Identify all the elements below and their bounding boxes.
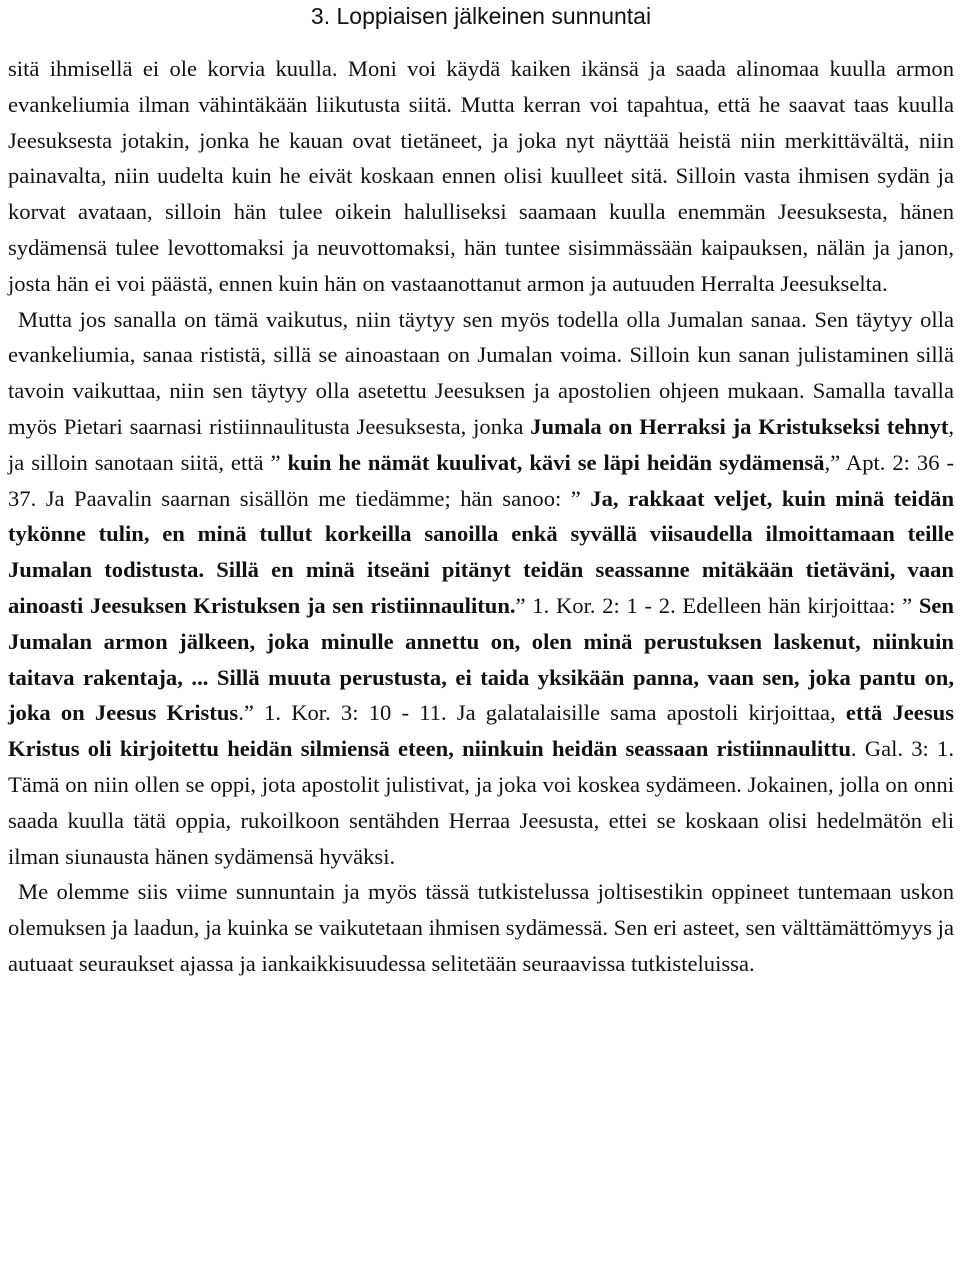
body-text xyxy=(8,51,954,982)
paragraph xyxy=(8,874,954,981)
text-run: . Gal. 3: 1. Tämä on niin ollen se oppi, jota apostolit julistivat, ja joka voi koskea sydämeen. Jokainen, jolla on onni saada kuulla tätä oppia, rukoilkoon sentähden Herraa Jeesusta, ettei se koskaan olisi hedelmätön eli ilman siunausta hänen sydämensä hyväksi. xyxy=(8,736,954,869)
text-run: , ja silloin sanotaan siitä, että ” xyxy=(8,413,954,475)
paragraph xyxy=(8,302,954,875)
text-run: Me olemme siis viime sunnuntain ja myös tässä tutkistelussa joltisestikin oppineet tuntemaan uskon olemuksen ja laadun, ja kuinka se vaikutetaan ihmisen sydämessä. Sen eri asteet, sen välttämättömyys ja autuaat seuraukset ajassa ja iankaikkisuudessa selitetään seuraavissa tutkisteluissa. xyxy=(8,879,954,976)
bold-quote: Jumala on Herraksi ja Kristukseksi tehnyt xyxy=(530,413,949,439)
text-run: sitä ihmisellä ei ole korvia kuulla. Moni voi käydä kaiken ikänsä ja saada alinomaa kuulla armon evankeliumia ilman vähintäkään liikutusta siitä. Mutta kerran voi tapahtua, että he saavat taas kuulla Jeesuksesta jotakin, jonka he kauan ovat tietäneet, ja joka nyt näyttää heistä niin merkittävältä, niin painavalta, niin uudelta kuin he eivät koskaan ennen olisi kuulleet sitä. Silloin vasta ihmisen sydän ja korvat avataan, silloin hän tulee oikein halulliseksi saamaan kuulla enemmän Jeesuksesta, hänen sydämensä tulee levottomaksi ja neuvottomaksi, hän tuntee sisimmässään kaipauksen, nälän ja janon, josta hän ei voi päästä, ennen kuin hän on vastaanottanut armon ja autuuden Herralta Jeesukselta. xyxy=(8,56,954,296)
text-run: Mutta jos sanalla on tämä vaikutus, niin täytyy sen myös todella olla Jumalan sanaa. Sen täytyy olla evankeliumia, sanaa rististä, sillä se ainoastaan on Jumalan voima. Silloin kun sanan julistaminen sillä tavoin vaikuttaa, niin sen täytyy olla asetettu Jeesuksen ja apostolien ohjeen mukaan. Samalla tavalla myös Pietari saarnasi ristiinnaulitusta Jeesuksesta, jonka xyxy=(8,306,954,439)
text-run: .” 1. Kor. 3: 10 - 11. Ja galatalaisille sama apostoli kirjoittaa, xyxy=(238,700,846,726)
bold-quote: että Jeesus Kristus oli kirjoitettu heidän silmiensä eteen, niinkuin heidän seassaan ristiinnaulittu xyxy=(8,700,954,762)
page-header: 3. Loppiaisen jälkeinen sunnuntai xyxy=(310,3,652,29)
bold-quote: Ja, rakkaat veljet, kuin minä teidän tykönne tulin, en minä tullut korkeilla sanoilla enkä syvällä viisaudella ilmoittamaan teille Jumalan todistusta. Sillä en minä itseäni pitänyt teidän seassanne mitäkään tietäväni, vaan ainoasti Jeesuksen Kristuksen ja sen ristiinnaulitun. xyxy=(8,485,955,618)
text-run: ,” Apt. 2: 36 - 37. Ja Paavalin saarnan sisällön me tiedämme; hän sanoo: ” xyxy=(8,449,954,511)
bold-quote: kuin he nämät kuulivat, kävi se läpi heidän sydämensä xyxy=(287,449,825,475)
text-run: ” 1. Kor. 2: 1 - 2. Edelleen hän kirjoittaa: ” xyxy=(515,592,919,618)
paragraph xyxy=(8,51,954,302)
bold-quote: Sen Jumalan armon jälkeen, joka minulle annettu on, olen minä perustuksen laskenut, niinkuin taitava rakentaja, ... Sillä muuta perustusta, ei taida yksikään panna, vaan sen, joka pantu on, joka on Jeesus Kristus xyxy=(8,592,954,726)
